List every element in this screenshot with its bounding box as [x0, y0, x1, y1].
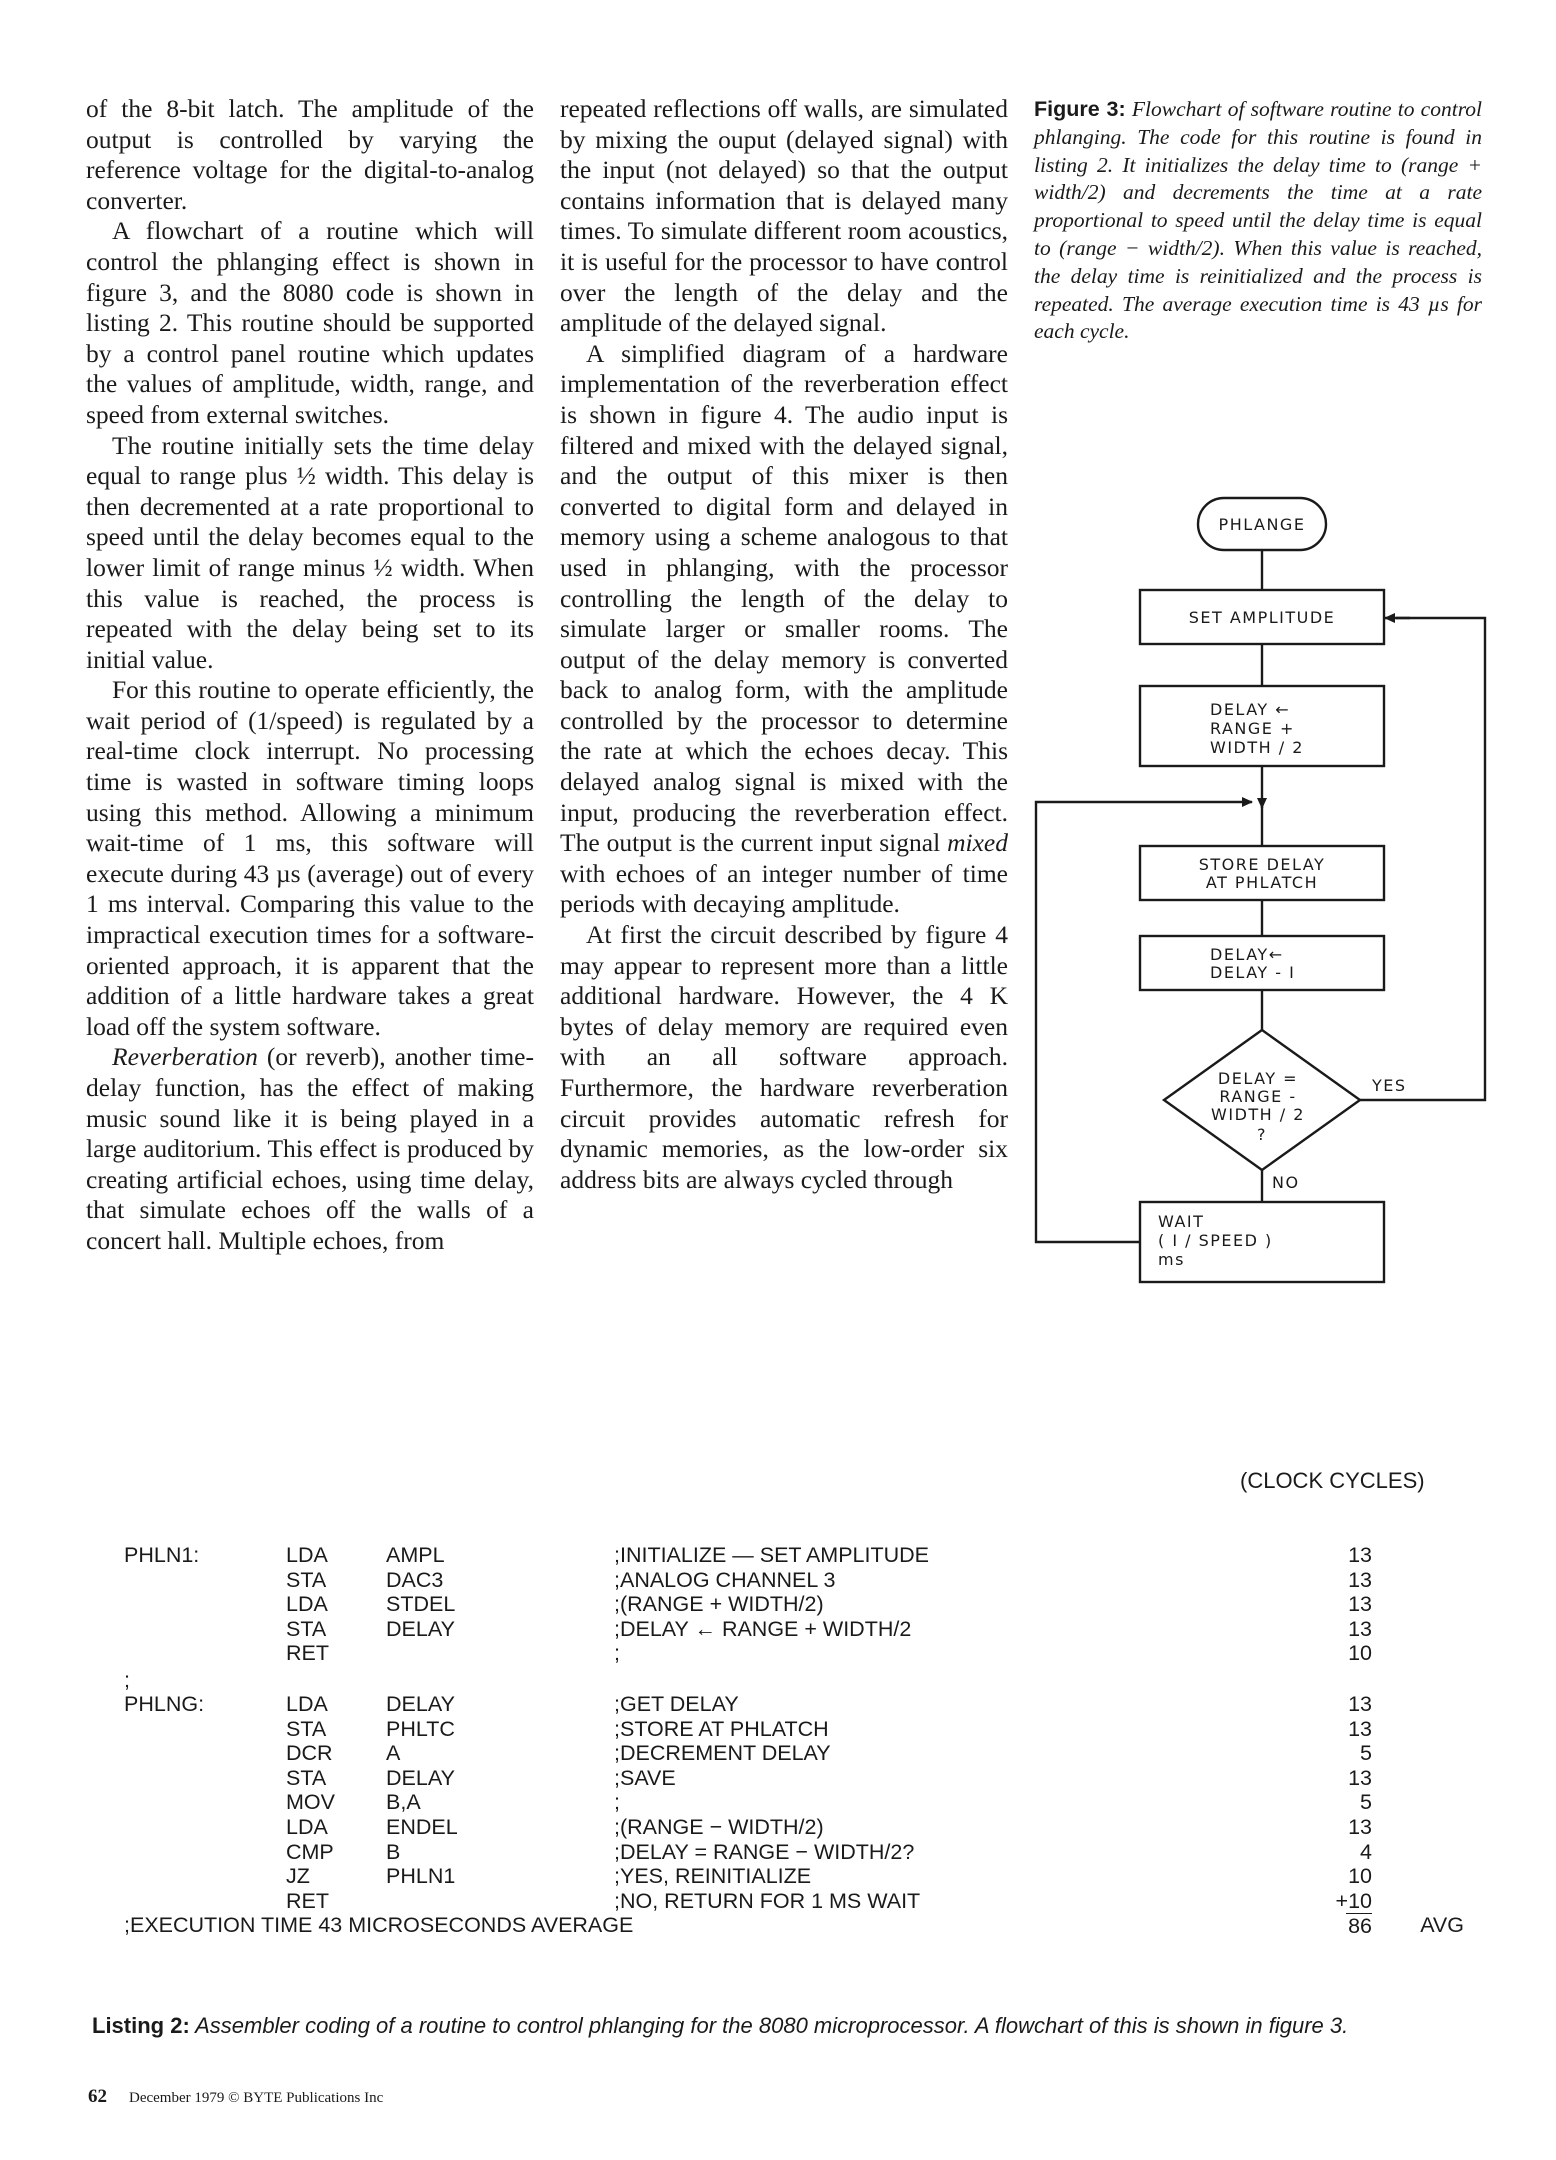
code-op: RET [286, 1888, 329, 1913]
paragraph: The routine initially sets the time delay equal to range plus ½ width. This delay is then decremented at a rate proportional to speed until the delay becomes equal to the lower limit of range minus ½ width. When this value is reached, the process is repeated with the delay being set to its initial value. [86, 430, 534, 674]
page-footer [88, 2086, 383, 2108]
code-cycles: 10 [1348, 1641, 1372, 1666]
code-arg: DELAY [386, 1765, 455, 1790]
listing-caption-text: Assembler coding of a routine to control phlanging for the 8080 microprocessor. A flowchart of this is shown in figure 3. [189, 2013, 1349, 2038]
listing-row [124, 1741, 1464, 1766]
code-arg: B,A [386, 1790, 421, 1815]
code-label: PHLN1: [124, 1543, 200, 1567]
code-arg: DELAY [386, 1616, 455, 1641]
figure-label: Figure 3: [1034, 97, 1126, 121]
clock-cycles-header: (CLOCK CYCLES) [1240, 1468, 1425, 1493]
fc-set-amplitude-label: SET AMPLITUDE [1188, 608, 1336, 627]
figure-caption [1034, 96, 1482, 346]
listing-row [124, 1815, 1464, 1840]
code-comment: ;DELAY ← RANGE + WIDTH/2 [614, 1616, 912, 1641]
code-comment: ;YES, REINITIALIZE [614, 1864, 812, 1889]
code-comment: ;DECREMENT DELAY [614, 1741, 831, 1766]
code-op: STA [286, 1765, 327, 1790]
listing-row [124, 1543, 1464, 1568]
text-column-2 [560, 94, 1008, 1195]
fc-wait-line: WAIT [1158, 1212, 1205, 1231]
paragraph: At first the circuit described by figure 4 may appear to represent more than a little additional hardware. However, the 4 K bytes of delay memory are required even with an all software approach. Furthermore, the hardware reverberation circuit provides automatic refresh for dynamic memories, as the low-order six address bits are always cycled through [560, 920, 1008, 1194]
fc-store-line: AT PHLATCH [1205, 873, 1319, 892]
total-cycles: 86 [1348, 1914, 1372, 1939]
code-cycles: 4 [1360, 1839, 1372, 1864]
code-cycles: 13 [1348, 1691, 1372, 1716]
code-arg: PHLTC [386, 1716, 455, 1741]
code-op: MOV [286, 1790, 335, 1815]
paragraph [560, 339, 1008, 920]
listing-row [124, 1889, 1464, 1914]
code-op: LDA [286, 1592, 328, 1617]
code-comment: ;NO, RETURN FOR 1 MS WAIT [614, 1888, 921, 1913]
listing-row [124, 1641, 1464, 1666]
code-comment: ;DELAY = RANGE − WIDTH/2? [614, 1839, 915, 1864]
italic-term: Reverberation [112, 1042, 258, 1072]
fc-decrement-line: DELAY← [1210, 945, 1284, 964]
code-comment: ;ANALOG CHANNEL 3 [614, 1567, 836, 1592]
fc-init-line: RANGE + [1210, 719, 1295, 738]
paragraph: For this routine to operate efficiently, the wait period of (1/speed) is regulated by a real-time clock interrupt. No processing time is wasted in software timing loops using this method. Allowing a minimum wait-time of 1 ms, this software will execute during 43 µs (average) out of every 1 ms interval. Comparing this value to the impractical execution times for a software-oriented approach, it is apparent that the addition of a little hardware takes a great load off the system software. [86, 675, 534, 1041]
code-op: DCR [286, 1741, 333, 1766]
code-cycles: 13 [1348, 1567, 1372, 1592]
paragraph: of the 8-bit latch. The amplitude of the output is controlled by varying the reference voltage for the digital-to-analog converter. [86, 94, 534, 215]
italic-term: mixed [947, 828, 1008, 858]
code-op: RET [286, 1641, 329, 1666]
code-comment: ;SAVE [614, 1765, 676, 1790]
code-arg: ENDEL [386, 1814, 458, 1839]
listing-row [124, 1766, 1464, 1791]
code-cycles: 13 [1348, 1543, 1372, 1567]
fc-no-label: NO [1272, 1173, 1300, 1192]
listing-row [124, 1790, 1464, 1815]
code-op: LDA [286, 1691, 328, 1716]
paragraph-text: with echoes of an integer number of time periods with decaying amplitude. [560, 858, 1008, 919]
code-comment: ; [614, 1641, 620, 1666]
listing-row [124, 1864, 1464, 1889]
listing-row [124, 1692, 1464, 1717]
fc-decision-line: DELAY = [1217, 1069, 1299, 1088]
fc-init-line: DELAY ← [1210, 700, 1291, 719]
listing-row [124, 1568, 1464, 1593]
code-cycles: 13 [1348, 1592, 1372, 1617]
code-comment: ; [614, 1790, 620, 1815]
listing-row [124, 1667, 1464, 1692]
fc-decrement-line: DELAY - I [1210, 963, 1296, 982]
fc-start-label: PHLANGE [1218, 515, 1306, 534]
listing-row [124, 1717, 1464, 1742]
fc-store-line: STORE DELAY [1198, 855, 1326, 874]
paragraph: A flowchart of a routine which will control the phlanging effect is shown in figure 3, and the 8080 code is shown in listing 2. This routine should be supported by a control panel routine which updates the values of amplitude, width, range, and speed from external switches. [86, 216, 534, 429]
listing-row [124, 1592, 1464, 1617]
avg-label: AVG [1420, 1913, 1464, 1938]
code-comment: ;STORE AT PHLATCH [614, 1716, 829, 1741]
code-op: CMP [286, 1839, 334, 1864]
footer-text: December 1979 © BYTE Publications Inc [129, 2090, 384, 2106]
code-listing [124, 1543, 1464, 1938]
fc-decision-line: RANGE - [1219, 1087, 1297, 1106]
code-arg: PHLN1 [386, 1864, 456, 1889]
code-cycles: +10 [1335, 1888, 1372, 1913]
fc-wait-line: ms [1158, 1250, 1185, 1269]
paragraph [86, 1042, 534, 1256]
code-arg: A [386, 1741, 401, 1766]
paragraph: repeated reflections off walls, are simulated by mixing the ouput (delayed signal) with the input (not delayed) so that the output contains information that is delayed many times. To simulate different room acoustics, it is useful for the processor to have control over the length of the delay and the amplitude of the delayed signal. [560, 94, 1008, 338]
flowchart [1030, 490, 1490, 1290]
fc-decision-line: ? [1257, 1125, 1267, 1144]
fc-yes-label: YES [1372, 1076, 1407, 1095]
code-op: STA [286, 1716, 327, 1741]
listing-label: Listing 2: [92, 2013, 190, 2038]
listing-row [124, 1840, 1464, 1865]
fc-decision-line: WIDTH / 2 [1211, 1105, 1305, 1124]
text-column-1 [86, 94, 534, 1257]
code-arg: DAC3 [386, 1567, 444, 1592]
page-number: 62 [88, 2086, 107, 2107]
code-op: JZ [286, 1864, 310, 1889]
code-cycles: 13 [1348, 1716, 1372, 1741]
code-label: PHLNG: [124, 1691, 205, 1716]
code-cycles: 10 [1348, 1864, 1372, 1889]
code-cycles: 13 [1348, 1814, 1372, 1839]
listing-total-row [124, 1913, 1464, 1938]
code-cycles: 5 [1360, 1790, 1372, 1815]
code-label: ; [124, 1667, 130, 1692]
code-comment: ;GET DELAY [614, 1691, 739, 1716]
code-op: STA [286, 1567, 327, 1592]
code-cycles: 13 [1348, 1616, 1372, 1641]
code-op: LDA [286, 1814, 328, 1839]
fc-wait-line: ( I / SPEED ) [1158, 1231, 1273, 1250]
fc-init-line: WIDTH / 2 [1210, 738, 1304, 757]
code-cycles: 13 [1348, 1765, 1372, 1790]
execution-time-note: ;EXECUTION TIME 43 MICROSECONDS AVERAGE [124, 1913, 634, 1938]
code-comment: ;(RANGE − WIDTH/2) [614, 1814, 824, 1839]
paragraph-text: A simplified diagram of a hardware implementation of the reverberation effect is shown in figure 4. The audio input is filtered and mixed with the delayed signal, and the output of this mixer is then converted to digital form and delayed in memory using a scheme analogous to that used in phlanging, with the processor controlling the length of the delay to simulate larger or smaller rooms. The output of the delay memory is converted back to analog form, with the amplitude controlled by the processor to determine the rate at which the echoes decay. This delayed analog signal is mixed with the input, producing the reverberation effect. The output is the current input signal [560, 338, 1008, 858]
code-arg: DELAY [386, 1691, 455, 1716]
code-arg: B [386, 1839, 401, 1864]
code-op: STA [286, 1616, 327, 1641]
listing-caption [92, 2013, 1492, 2039]
code-arg: STDEL [386, 1592, 456, 1617]
code-comment: ;INITIALIZE — SET AMPLITUDE [614, 1543, 930, 1567]
code-comment: ;(RANGE + WIDTH/2) [614, 1592, 824, 1617]
listing-row [124, 1617, 1464, 1642]
code-op: LDA [286, 1543, 328, 1567]
code-arg: AMPL [386, 1543, 445, 1567]
paragraph-text: (or reverb), another time-delay function, has the effect of making music sound like it is being played in a large auditorium. This effect is produced by creating artificial echoes, using time delay, that simulate echoes off the walls of a concert hall. Multiple echoes, from [86, 1042, 534, 1255]
code-cycles: 5 [1360, 1741, 1372, 1766]
figure-caption-text: Flowchart of software routine to control phlanging. The code for this routine is found in listing 2. It initializes the delay time to (range + width/2) and decrements the time at a rate proportional to speed until the delay time is equal to (range − width/2). When this value is reached, the delay time is reinitialized and the process is repeated. The average execution time is 43 µs for each cycle. [1034, 97, 1482, 344]
